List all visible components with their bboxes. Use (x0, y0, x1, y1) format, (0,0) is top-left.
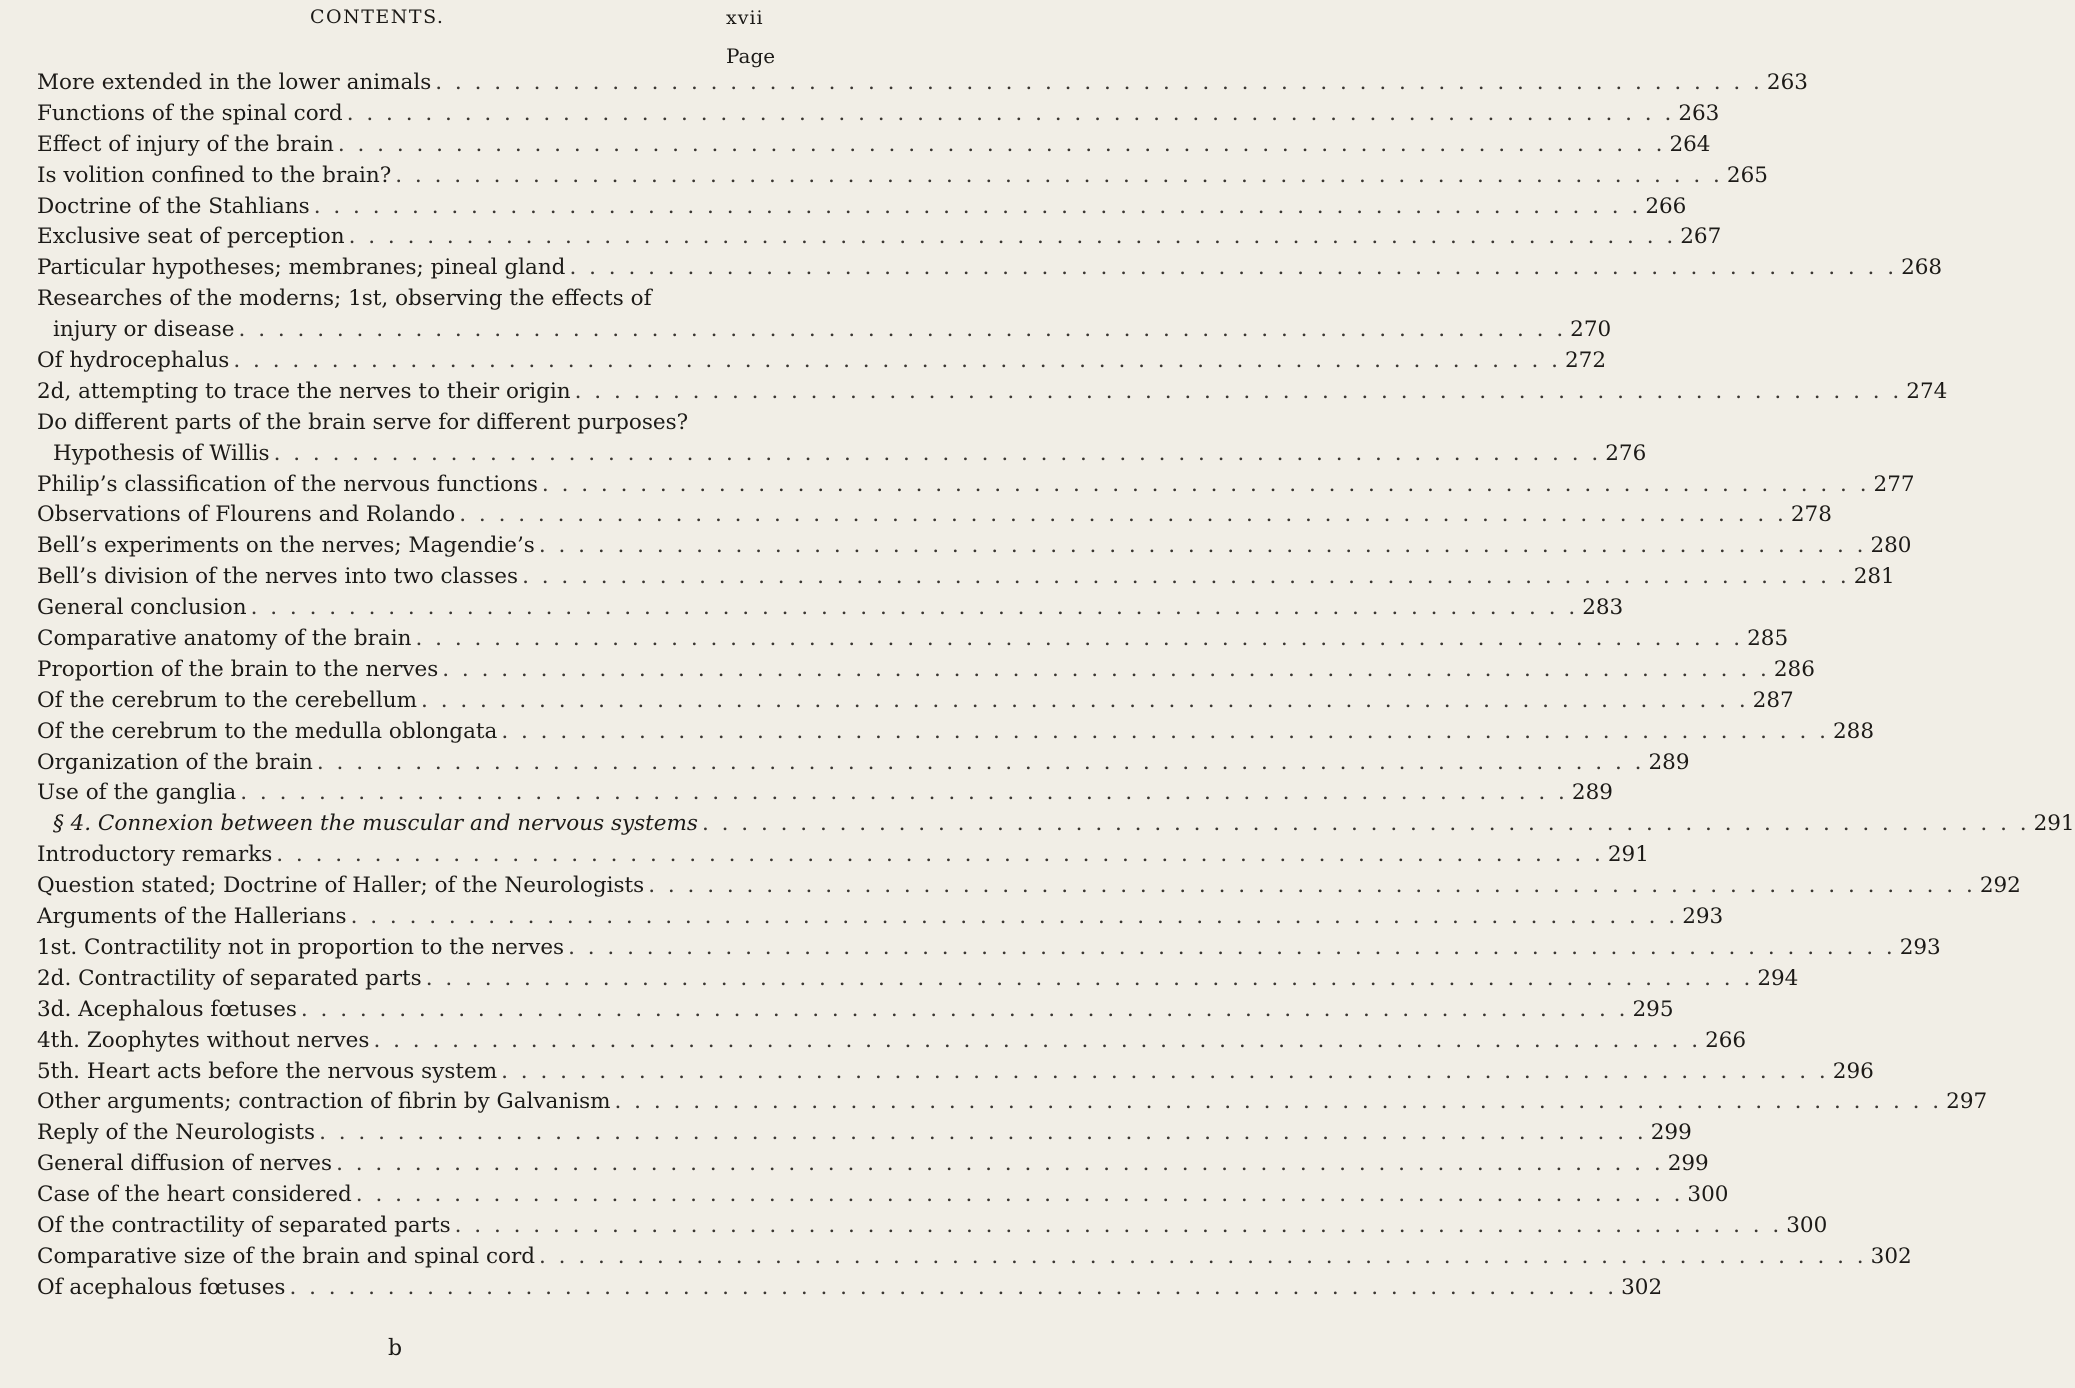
toc-entry-page: 302 (1870, 1243, 1912, 1269)
toc-entry (37, 192, 1687, 223)
toc-entry (37, 1242, 1912, 1273)
toc-entry-page: 285 (1747, 626, 1789, 652)
toc-entry-page: 283 (1582, 595, 1624, 621)
dot-leader: . . . . . . . . . . . . . . . . . . . . . . . . . . . . . . . . . . . . . . . . . . . . . . . . . . . . . . . . . . . . . . . . . . . . (276, 842, 1604, 868)
toc-entry-page: 297 (1946, 1089, 1988, 1115)
toc-entry (37, 562, 1895, 593)
toc-entry-title: Of hydrocephalus (37, 348, 230, 374)
toc-entry-title: 5th. Heart acts before the nervous system (37, 1058, 498, 1084)
dot-leader: . . . . . . . . . . . . . . . . . . . . . . . . . . . . . . . . . . . . . . . . . . . . . . . . . . . . . . . . . . . . . . . . . . . . (415, 626, 1744, 652)
toc-entry-page: 264 (1669, 131, 1711, 157)
running-header (0, 6, 800, 36)
toc-entry-page: 263 (1766, 70, 1808, 95)
toc-entry-title: Functions of the spinal cord (37, 100, 343, 126)
header-title: CONTENTS. (310, 6, 445, 28)
toc-entry-title: General conclusion (37, 595, 247, 621)
toc-entry-page: 278 (1790, 502, 1832, 528)
dot-leader: . . . . . . . . . . . . . . . . . . . . . . . . . . . . . . . . . . . . . . . . . . . . . . . . . . . . . . . . . . . . . . . . . . . . (648, 873, 1976, 899)
dot-leader: . . . . . . . . . . . . . . . . . . . . . . . . . . . . . . . . . . . . . . . . . . . . . . . . . . . . . . . . . . . . . . . . . . . . (350, 904, 1679, 930)
dot-leader: . . . . . . . . . . . . . . . . . . . . . . . . . . . . . . . . . . . . . . . . . . . . . . . . . . . . . . . . . . . . . . . . . . . . (289, 1274, 1618, 1300)
toc-entry-title: General diffusion of nerves (37, 1151, 333, 1177)
toc-entry-title: Observations of Flourens and Rolando (37, 502, 456, 528)
dot-leader: . . . . . . . . . . . . . . . . . . . . . . . . . . . . . . . . . . . . . . . . . . . . . . . . . . . . . . . . . . . . . . . . . . . . (319, 1120, 1647, 1146)
toc-entry-page: 287 (1752, 687, 1794, 713)
toc-entry (37, 1057, 1874, 1088)
toc-entry (37, 439, 1647, 470)
toc-entry (37, 253, 1943, 284)
dot-leader: . . . . . . . . . . . . . . . . . . . . . . . . . . . . . . . . . . . . . . . . . . . . . . . . . . . . . . . . . . . . . . . . . . . . (238, 317, 1567, 343)
toc-entry-title: Organization of the brain (37, 749, 313, 775)
toc-entry (37, 902, 1724, 933)
dot-leader: . . . . . . . . . . . . . . . . . . . . . . . . . . . . . . . . . . . . . . . . . . . . . . . . . . . . . . . . . . . . . . . . . . . . (273, 440, 1602, 466)
toc-entry-page: 288 (1832, 718, 1875, 744)
toc-entry-page: 289 (1648, 749, 1690, 775)
dot-leader: . . . . . . . . . . . . . . . . . . . . . . . . . . . . . . . . . . . . . . . . . . . . . . . . . . . . . . . . . . . . . . . . . . . . (459, 502, 1787, 528)
toc-entry-title: Bell’s division of the nerves into two classes (37, 564, 519, 590)
toc-entry-page: 289 (1571, 780, 1613, 806)
toc-entry-title: Particular hypotheses; membranes; pineal gland (37, 255, 566, 281)
toc-entry (37, 130, 1711, 161)
toc-entry-page: 299 (1650, 1120, 1692, 1146)
toc-entry (37, 778, 1613, 809)
toc-entry (37, 284, 777, 315)
dot-leader: . . . . . . . . . . . . . . . . . . . . . . . . . . . . . . . . . . . . . . . . . . . . . . . . . . . . . . . . . . . . . . . . . . . . (501, 1058, 1829, 1084)
table-of-contents (37, 68, 2075, 1304)
dot-leader: . . . . . . . . . . . . . . . . . . . . . . . . . . . . . . . . . . . . . . . . . . . . . . . . . . . . . . . . . . . . . . . . . . . . (574, 378, 1903, 404)
toc-entry (37, 1149, 1709, 1180)
toc-entry-page: 267 (1680, 224, 1722, 250)
toc-entry-title: More extended in the lower animals (37, 70, 432, 95)
toc-entry-title: Effect of injury of the brain (37, 131, 334, 157)
toc-entry-page: 302 (1621, 1274, 1663, 1300)
toc-entry-title: Do different parts of the brain serve for different purposes? (37, 409, 689, 435)
toc-entry-page: 265 (1726, 162, 1768, 188)
toc-entry-page: 277 (1873, 471, 1915, 497)
toc-entry (37, 593, 1624, 624)
toc-entry-page: 263 (1678, 100, 1720, 126)
toc-entry (37, 686, 1794, 717)
toc-entry-title: Of the cerebrum to the cerebellum (37, 687, 418, 713)
dot-leader: . . . . . . . . . . . . . . . . . . . . . . . . . . . . . . . . . . . . . . . . . . . . . . . . . . . . . . . . . . . . . . . . . . . . (614, 1089, 1943, 1115)
toc-entry-title: § 4. Connexion between the muscular and nervous systems (53, 811, 698, 837)
toc-entry (37, 840, 1649, 871)
dot-leader: . . . . . . . . . . . . . . . . . . . . . . . . . . . . . . . . . . . . . . . . . . . . . . . . . . . . . . . . . . . . . . . . . . . . (346, 100, 1675, 126)
toc-entry-page: 293 (1682, 904, 1724, 930)
toc-entry-title: Of the cerebrum to the medulla oblongata (37, 718, 498, 744)
toc-entry-title: Of the contractility of separated parts (37, 1212, 451, 1238)
toc-entry-page: 276 (1605, 440, 1647, 466)
toc-entry (37, 809, 2075, 840)
toc-entry-title: 3d. Acephalous fœtuses (37, 996, 297, 1022)
toc-entry-title: Proportion of the brain to the nerves (37, 656, 439, 682)
toc-entry-page: 292 (1979, 873, 2021, 899)
toc-entry (37, 500, 1832, 531)
toc-entry-title: 4th. Zoophytes without nerves (37, 1027, 370, 1053)
dot-leader: . . . . . . . . . . . . . . . . . . . . . . . . . . . . . . . . . . . . . . . . . . . . . . . . . . . . . . . . . . . . . . . . . . . . (425, 965, 1754, 991)
dot-leader: . . . . . . . . . . . . . . . . . . . . . . . . . . . . . . . . . . . . . . . . . . . . . . . . . . . . . . . . . . . . . . . . . . . . (337, 131, 1666, 157)
toc-entry-title: Hypothesis of Willis (53, 440, 270, 466)
dot-leader: . . . . . . . . . . . . . . . . . . . . . . . . . . . . . . . . . . . . . . . . . . . . . . . . . . . . . . . . . . . . . . . . . . . . (442, 656, 1770, 682)
toc-entry-page: 270 (1570, 317, 1612, 343)
toc-entry-page: 300 (1786, 1212, 1828, 1238)
dot-leader: . . . . . . . . . . . . . . . . . . . . . . . . . . . . . . . . . . . . . . . . . . . . . . . . . . . . . . . . . . . . . . . . . . . . (522, 564, 1850, 590)
toc-entry-title: Comparative size of the brain and spinal cord (37, 1243, 536, 1269)
toc-entry (37, 377, 1948, 408)
toc-entry-title: Introductory remarks (37, 842, 273, 868)
dot-leader: . . . . . . . . . . . . . . . . . . . . . . . . . . . . . . . . . . . . . . . . . . . . . . . . . . . . . . . . . . . . . . . . . . . . (240, 780, 1568, 806)
toc-entry-page: 274 (1906, 378, 1948, 404)
toc-entry (37, 1026, 1747, 1057)
toc-entry (37, 871, 2021, 902)
toc-entry-title: Researches of the moderns; 1st, observing the effects of (37, 286, 652, 312)
toc-entry (37, 531, 1912, 562)
dot-leader: . . . . . . . . . . . . . . . . . . . . . . . . . . . . . . . . . . . . . . . . . . . . . . . . . . . . . . . . . . . . . . . . . . . . (541, 471, 1870, 497)
toc-entry-page: 294 (1757, 965, 1799, 991)
dot-leader: . . . . . . . . . . . . . . . . . . . . . . . . . . . . . . . . . . . . . . . . . . . . . . . . . . . . . . . . . . . . . . . . . . . . (454, 1212, 1783, 1238)
toc-entry-page: 300 (1687, 1182, 1729, 1208)
dot-leader: . . . . . . . . . . . . . . . . . . . . . . . . . . . . . . . . . . . . . . . . . . . . . . . . . . . . . . . . . . . . . . . . . . . . (373, 1027, 1702, 1053)
toc-entry-title: Exclusive seat of perception (37, 224, 345, 250)
toc-entry (37, 1087, 1988, 1118)
dot-leader: . . . . . . . . . . . . . . . . . . . . . . . . . . . . . . . . . . . . . . . . . . . . . . . . . . . . . . . . . . . . . . . . . . . . (538, 533, 1867, 559)
toc-entry (37, 346, 1607, 377)
dot-leader: . . . . . . . . . . . . . . . . . . . . . . . . . . . . . . . . . . . . . . . . . . . . . . . . . . . . . . . . . . . . . . . . . . . . (701, 811, 2030, 837)
toc-entry-title: Philip’s classification of the nervous functions (37, 471, 538, 497)
dot-leader: . . . . . . . . . . . . . . . . . . . . . . . . . . . . . . . . . . . . . . . . . . . . . . . . . . . . . . . . . . . . . . . . . . . . (395, 162, 1723, 188)
toc-entry-page: 291 (1607, 842, 1649, 868)
toc-entry-page: 295 (1632, 996, 1674, 1022)
toc-entry (37, 1273, 1663, 1304)
toc-entry-title: Is volition confined to the brain? (37, 162, 392, 188)
toc-entry-title: Other arguments; contraction of fibrin by Galvanism (37, 1089, 611, 1115)
dot-leader: . . . . . . . . . . . . . . . . . . . . . . . . . . . . . . . . . . . . . . . . . . . . . . . . . . . . . . . . . . . . . . . . . . . . (233, 348, 1561, 374)
toc-entry-title: 2d. Contractility of separated parts (37, 965, 422, 991)
toc-entry-page: 281 (1853, 564, 1895, 590)
toc-entry (37, 315, 1612, 346)
dot-leader: . . . . . . . . . . . . . . . . . . . . . . . . . . . . . . . . . . . . . . . . . . . . . . . . . . . . . . . . . . . . . . . . . . . . (569, 255, 1898, 281)
toc-entry (37, 933, 1941, 964)
header-page-numeral: xvii (726, 7, 764, 29)
toc-entry-title: Reply of the Neurologists (37, 1120, 316, 1146)
toc-entry-title: Doctrine of the Stahlians (37, 193, 310, 219)
toc-entry-page: 299 (1667, 1151, 1709, 1177)
toc-entry-page: 272 (1564, 348, 1607, 374)
toc-entry (37, 624, 1789, 655)
toc-entry (37, 161, 1768, 192)
toc-entry-title: Case of the heart considered (37, 1182, 352, 1208)
toc-entry-page: 266 (1645, 193, 1687, 219)
dot-leader: . . . . . . . . . . . . . . . . . . . . . . . . . . . . . . . . . . . . . . . . . . . . . . . . . . . . . . . . . . . . . . . . . . . . (501, 718, 1829, 744)
toc-entry-title: Use of the ganglia (37, 780, 237, 806)
toc-entry (37, 748, 1690, 779)
toc-entry-page: 268 (1901, 255, 1943, 281)
dot-leader: . . . . . . . . . . . . . . . . . . . . . . . . . . . . . . . . . . . . . . . . . . . . . . . . . . . . . . . . . . . . . . . . . . . . (568, 934, 1896, 960)
toc-entry-title: Arguments of the Hallerians (37, 904, 347, 930)
toc-entry (37, 1118, 1692, 1149)
toc-entry-page: 266 (1705, 1027, 1747, 1053)
toc-entry (37, 964, 1799, 995)
toc-entry (37, 717, 1875, 748)
dot-leader: . . . . . . . . . . . . . . . . . . . . . . . . . . . . . . . . . . . . . . . . . . . . . . . . . . . . . . . . . . . . . . . . . . . . (539, 1243, 1867, 1269)
toc-entry (37, 68, 1808, 99)
toc-entry (37, 1211, 1828, 1242)
toc-entry (37, 1180, 1729, 1211)
dot-leader: . . . . . . . . . . . . . . . . . . . . . . . . . . . . . . . . . . . . . . . . . . . . . . . . . . . . . . . . . . . . . . . . . . . . (313, 193, 1642, 219)
toc-entry (37, 99, 1720, 130)
toc-entry-title: Comparative anatomy of the brain (37, 626, 412, 652)
dot-leader: . . . . . . . . . . . . . . . . . . . . . . . . . . . . . . . . . . . . . . . . . . . . . . . . . . . . . . . . . . . . . . . . . . . . (355, 1182, 1684, 1208)
toc-entry-page: 291 (2033, 811, 2075, 837)
dot-leader: . . . . . . . . . . . . . . . . . . . . . . . . . . . . . . . . . . . . . . . . . . . . . . . . . . . . . . . . . . . . . . . . . . . . (316, 749, 1645, 775)
toc-entry (37, 470, 1915, 501)
toc-entry (37, 995, 1674, 1026)
dot-leader: . . . . . . . . . . . . . . . . . . . . . . . . . . . . . . . . . . . . . . . . . . . . . . . . . . . . . . . . . . . . . . . . . . . . (250, 595, 1579, 621)
toc-entry-title: injury or disease (53, 317, 235, 343)
toc-entry-title: Of acephalous fœtuses (37, 1274, 286, 1300)
signature-mark: b (388, 1336, 403, 1361)
dot-leader: . . . . . . . . . . . . . . . . . . . . . . . . . . . . . . . . . . . . . . . . . . . . . . . . . . . . . . . . . . . . . . . . . . . . (435, 70, 1763, 95)
toc-entry (37, 222, 1722, 253)
toc-entry-title: Bell’s experiments on the nerves; Magendie’s (37, 533, 535, 559)
toc-entry-page: 280 (1870, 533, 1912, 559)
page-column-label: Page (726, 44, 776, 68)
toc-entry (37, 408, 777, 439)
dot-leader: . . . . . . . . . . . . . . . . . . . . . . . . . . . . . . . . . . . . . . . . . . . . . . . . . . . . . . . . . . . . . . . . . . . . (348, 224, 1677, 250)
toc-entry-title: 2d, attempting to trace the nerves to their origin (37, 378, 571, 404)
toc-entry-page: 286 (1773, 656, 1815, 682)
toc-entry-title: 1st. Contractility not in proportion to the nerves (37, 934, 565, 960)
toc-entry (37, 655, 1815, 686)
toc-entry-title: Question stated; Doctrine of Haller; of the Neurologists (37, 873, 645, 899)
dot-leader: . . . . . . . . . . . . . . . . . . . . . . . . . . . . . . . . . . . . . . . . . . . . . . . . . . . . . . . . . . . . . . . . . . . . (336, 1151, 1664, 1177)
dot-leader: . . . . . . . . . . . . . . . . . . . . . . . . . . . . . . . . . . . . . . . . . . . . . . . . . . . . . . . . . . . . . . . . . . . . (300, 996, 1629, 1022)
toc-entry-page: 293 (1899, 934, 1941, 960)
toc-entry-page: 296 (1832, 1058, 1874, 1084)
dot-leader: . . . . . . . . . . . . . . . . . . . . . . . . . . . . . . . . . . . . . . . . . . . . . . . . . . . . . . . . . . . . . . . . . . . . (421, 687, 1749, 713)
